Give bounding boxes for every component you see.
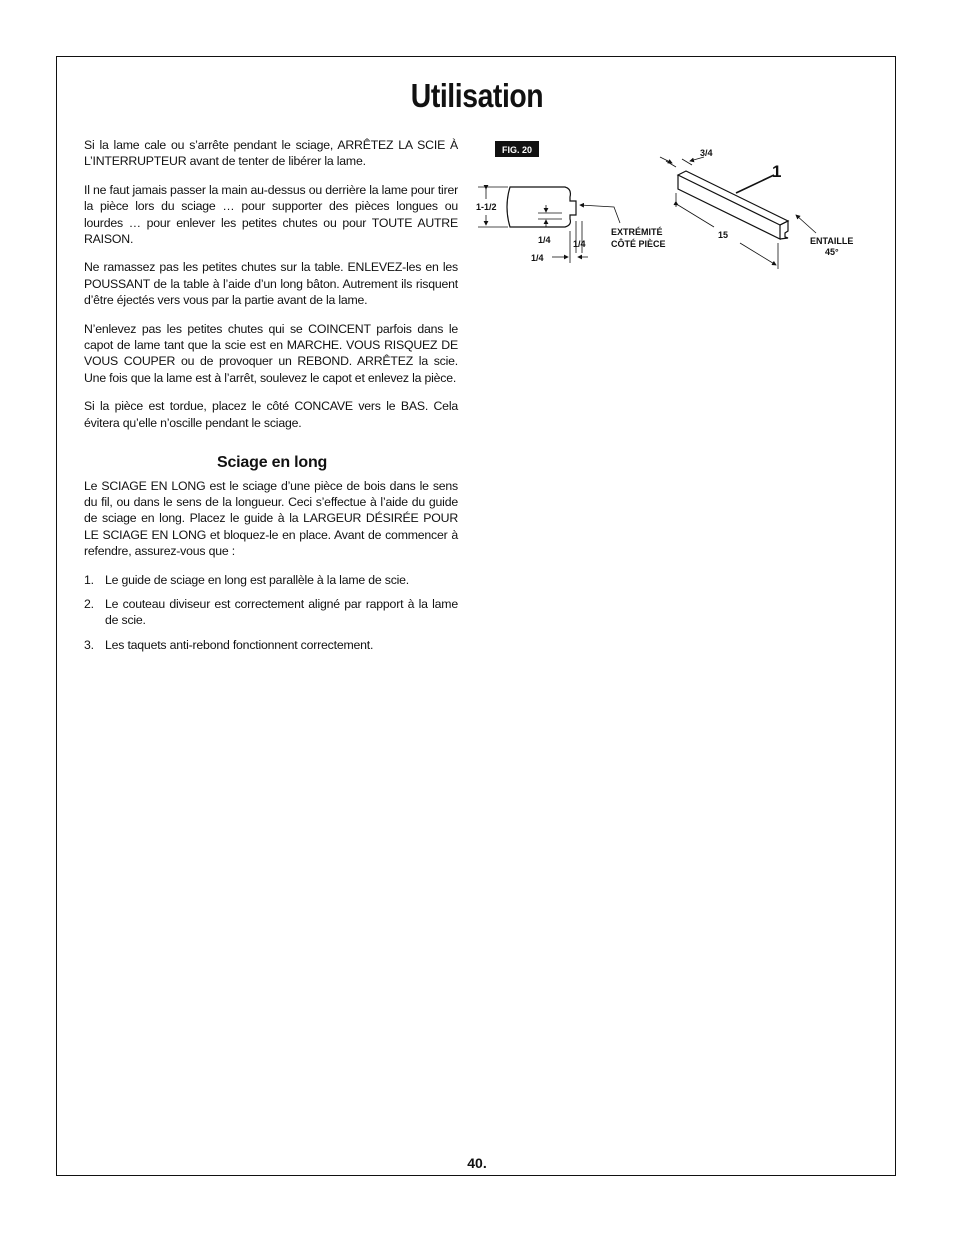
- dim-notch-width-label: 1/4: [538, 235, 551, 245]
- dim-length-label: 15: [718, 230, 729, 240]
- list-text: Le couteau diviseur est correctement aligné par rapport à la lame de scie.: [105, 596, 458, 628]
- list-item: [84, 637, 458, 653]
- paragraph: Si la pièce est tordue, placez le côté CONCAVE vers le BAS. Cela évitera qu’elle n’oscille pendant le sciage.: [84, 399, 458, 430]
- end-label-line2: CÔTÉ PIÈCE: [611, 239, 666, 249]
- dim-thickness-label: 3/4: [700, 148, 713, 158]
- paragraph: Il ne faut jamais passer la main au-dessus ou derrière la lame pour tirer la pièce lors du sciage … pour supporter des pièces longues ou lourdes … pour enlever les petites chutes ou pour TOUTE AUTRE RAISON.: [84, 182, 458, 247]
- list-text: Les taquets anti-rebond fonctionnent correctement.: [105, 637, 374, 652]
- dim-notch-offset-label: 1/4: [531, 253, 544, 263]
- page-title: Utilisation: [410, 77, 544, 114]
- notch-label-line2: 45°: [825, 247, 839, 257]
- end-label-line1: EXTRÉMITÉ: [611, 227, 663, 237]
- figure-label: FIG. 20: [501, 145, 533, 155]
- push-stick-diagram: [470, 135, 870, 275]
- list-number: 1.: [84, 572, 94, 587]
- paragraph: N’enlevez pas les petites chutes qui se COINCENT parfois dans le capot de lame tant que la scie est en MARCHE. VOUS RISQUEZ DE VOUS COUPER ou de provoquer un REBOND. ARRÊTEZ la scie. Une fois que la lame est à l’arrêt, soulevez le capot et enlevez la pièce.: [84, 321, 458, 385]
- section-heading: Sciage en long: [217, 454, 328, 472]
- figure-20: [470, 135, 870, 275]
- list-number: 3.: [84, 637, 94, 652]
- section-intro: Le SCIAGE EN LONG est le sciage d’une pièce de bois dans le sens du fil, ou dans le sens de la longueur. Ceci s’effectue à l’aide du guide de sciage en long. Placez le guide à la LARGEUR DÉSIRÉE POUR LE SCIAGE EN LONG et bloquez-le en place. Avant de commencer à refendre, assurez-vous que :: [84, 478, 458, 559]
- paragraph: Si la lame cale ou s’arrête pendant le sciage, ARRÊTEZ LA SCIE À L’INTERRUPTEUR avant de tenter de libérer la lame.: [84, 138, 458, 169]
- paragraph: Ne ramassez pas les petites chutes sur la table. ENLEVEZ-les en les POUSSANT de la table à l’aide d’un long bâton. Autrement ils risquent d’être éjectés vers vous par la partie avant de la lame.: [84, 260, 458, 308]
- checklist: [84, 572, 458, 654]
- list-item: [84, 572, 458, 588]
- list-number: 2.: [84, 596, 94, 611]
- stick-isometric-view: [660, 157, 816, 269]
- dim-height-label: 1-1/2: [476, 202, 497, 212]
- page-number: 40.: [467, 1155, 487, 1171]
- stick-end-view: [478, 187, 620, 263]
- list-item: [84, 596, 458, 629]
- notch-label-line1: ENTAILLE: [810, 236, 854, 246]
- dim-notch-depth-label: 1/4: [573, 239, 586, 249]
- callout-number: 1: [772, 162, 782, 181]
- list-text: Le guide de sciage en long est parallèle à la lame de scie.: [105, 572, 410, 587]
- text-column: [84, 137, 458, 661]
